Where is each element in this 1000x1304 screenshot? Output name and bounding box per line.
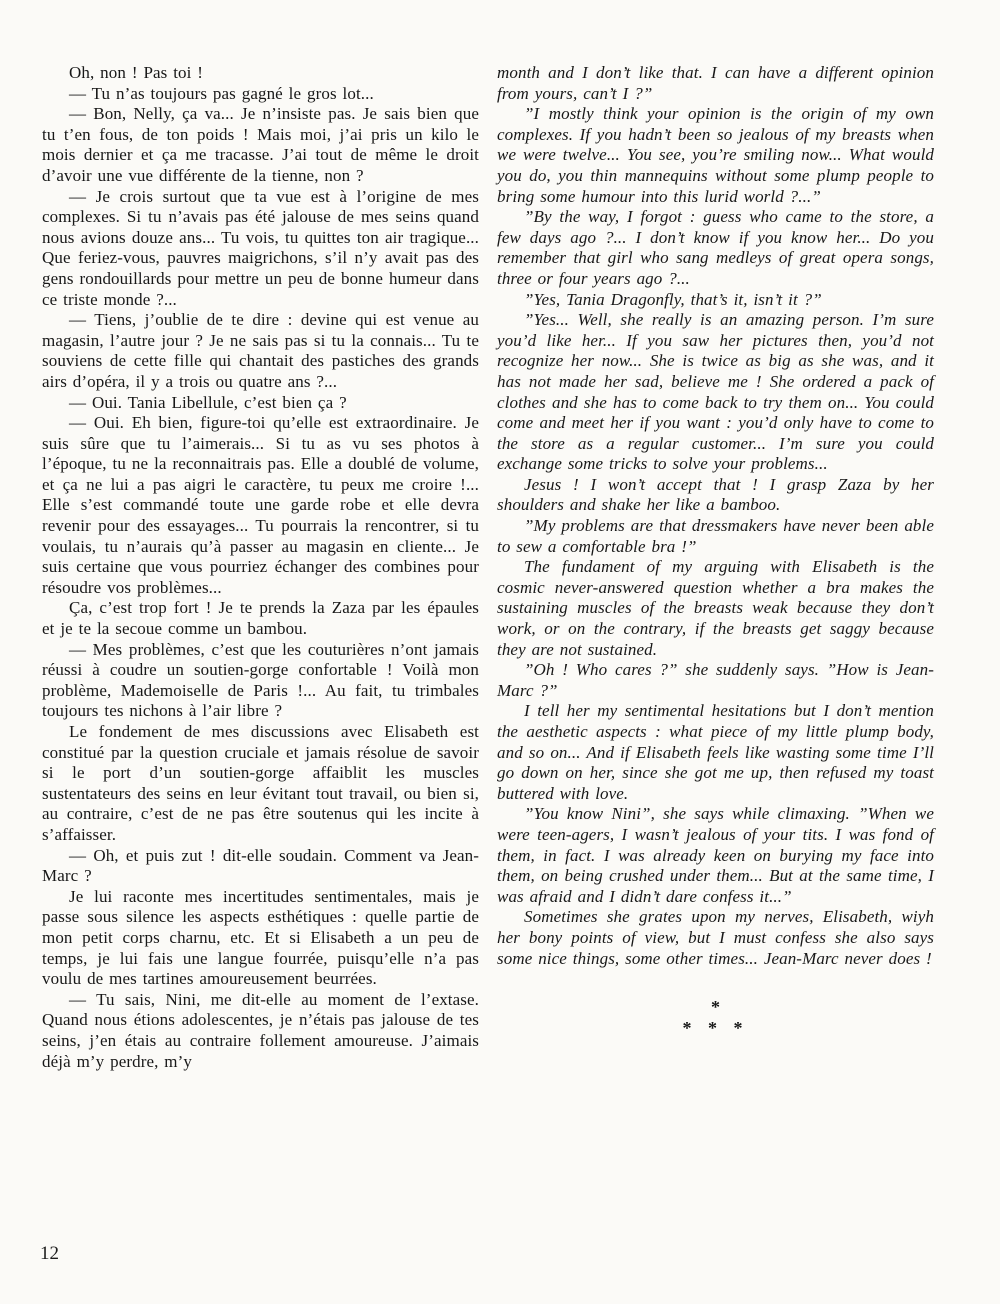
french-text-column bbox=[42, 63, 479, 1072]
english-paragraph-12: Sometimes she grates upon my nerves, Elisabeth, wiyh her bony points of view, but I must confess she also says some nice things, some other times... Jean-Marc never does ! bbox=[497, 907, 934, 968]
english-text-column bbox=[497, 63, 934, 1039]
english-paragraph-10: I tell her my sentimental hesitations but I don’t mention the aesthetic aspects : what piece of my little plump body, and so on... And if Elisabeth feels like wasting some time I’ll go down on her, since she got me up, then refused my toast buttered with love. bbox=[497, 701, 934, 803]
french-paragraph-2: — Tu n’as toujours pas gagné le gros lot... bbox=[69, 83, 374, 103]
english-paragraph-5: ”Yes... Well, she really is an amazing person. I’m sure you’d like her... If you saw her pictures then, you’d not recognize her now... She is twice as big as she was, and it has not made her sad, believe me ! She ordered a pack of clothes and she has to come back to try them on... You could come and meet her if you want : you’d only have to come to the store as a regular customer... I’m sure you could exchange some tricks to solve your problems... bbox=[497, 310, 934, 474]
french-paragraph-8: Ça, c’est trop fort ! Je te prends la Zaza par les épaules et je te la secoue comme un bambou. bbox=[42, 598, 479, 639]
french-paragraph-7: — Oui. Eh bien, figure-toi qu’elle est extraordinaire. Je suis sûre que tu l’aimerais... Si tu as vu ses photos à l’époque, tu ne la reconnaitrais pas. Elle a doublé de volume, et ça ne lui a pas aigri le caractère, tu peux me croire !... Elle s’est commandé toute une garde robe et elle devra revenir pour des essayages... Tu pourrais la rencontrer, si tu voulais, tu n’aurais qu’à passer au magasin en cliente... Je suis certaine que vous pourriez échanger des combines pour résoudre vos problèmes... bbox=[42, 413, 479, 597]
french-paragraph-13: — Tu sais, Nini, me dit-elle au moment de l’extase. Quand nous étions adolescentes, je n’étais pas jalouse de tes seins, j’en étais au contraire follement amoureuse. J’aimais déjà m’y perdre, m’y bbox=[42, 989, 479, 1071]
french-paragraph-3: — Bon, Nelly, ça va... Je n’insiste pas. Je sais bien que tu t’en fous, de ton poids ! Mais moi, j’ai pris un kilo le mois dernier et ça me tracasse. J’ai tout de même le droit d’avoir une vue différente de la tienne, non ? bbox=[42, 104, 479, 185]
french-paragraph-4: — Je crois surtout que ta vue est à l’origine de mes complexes. Si tu n’avais pas été jalouse de mes seins quand nous avions douze ans... Tu vois, tu quittes ton air tragique... Que feriez-vous, pauvres maigrichons, s’il n’y avait pas des gens rondouillards pour mettre un peu de bonne humeur dans ce triste monde ?... bbox=[42, 186, 479, 309]
english-paragraph-9: ”Oh ! Who cares ?” she suddenly says. ”How is Jean-Marc ?” bbox=[497, 660, 934, 700]
divider-stars: * * * bbox=[682, 1018, 749, 1039]
section-divider bbox=[497, 997, 934, 1039]
divider-star: * bbox=[710, 997, 721, 1018]
english-paragraph-11: ”You know Nini”, she says while climaxing. ”When we were teen-agers, I wasn’t jealous of your tits. I was fond of them, in fact. I was already keen on burying my face into them, on being crushed under them... But at the same time, I was afraid and I didn’t dare confess it...” bbox=[497, 804, 934, 906]
french-paragraph-10: Le fondement de mes discussions avec Elisabeth est constitué par la question cruciale et jamais résolue de savoir si le port d’un soutien-gorge affaiblit les muscles sustentateurs des seins en leur évitant tout travail, ou bien si, au contraire, c’est de ne pas être soutenus qui les incite à s’affaisser. bbox=[42, 722, 479, 844]
english-paragraph-6: Jesus ! I won’t accept that ! I grasp Zaza by her shoulders and shake her like a bamboo. bbox=[497, 474, 934, 515]
english-paragraph-1: month and I don’t like that. I can have a different opinion from yours, can’t I ?” bbox=[497, 63, 934, 103]
english-paragraph-2: ”I mostly think your opinion is the origin of my own complexes. If you hadn’t been so jealous of my breasts when we were twelve... You see, you’re smiling now... What would you do, you thin mannequins without some plump people to bring some humour into this lurid world ?...” bbox=[497, 104, 934, 206]
french-paragraph-9: — Mes problèmes, c’est que les couturières n’ont jamais réussi à coudre un soutien-gorge confortable ! Voilà mon problème, Mademoiselle de Paris !... Au fait, tu trimbales toujours tes nichons à l’air libre ? bbox=[42, 639, 479, 721]
french-paragraph-5: — Tiens, j’oublie de te dire : devine qui est venue au magasin, l’autre jour ? Je ne sais pas si tu la connais... Tu te souviens de cette fille qui chantait des pastiches des grands airs d’opéra, il y a trois ou quatre ans ?... bbox=[42, 310, 479, 391]
french-paragraph-11: — Oh, et puis zut ! dit-elle soudain. Comment va Jean-Marc ? bbox=[42, 845, 479, 886]
french-paragraph-12: Je lui raconte mes incertitudes sentimentales, mais je passe sous silence les aspects esthétiques : quelle partie de mon petit corps charnu, etc. Et si Elisabeth a un peu de temps, je lui fais une langue fourrée, puisqu’elle n’a pas voulu de mes tartines amoureusement beurrées. bbox=[42, 886, 479, 989]
page-number: 12 bbox=[40, 1243, 59, 1264]
english-paragraph-3: ”By the way, I forgot : guess who came to the store, a few days ago ?... I don’t know if you know her... Do you remember that girl who sang medleys of great opera songs, three or four years ago ?... bbox=[497, 207, 934, 288]
english-paragraph-8: The fundament of my arguing with Elisabeth is the cosmic never-answered question whether a bra makes the sustaining muscles of the breasts weak because they don’t work, or on the contrary, if the breasts get saggy because they are not sustained. bbox=[497, 557, 934, 659]
english-paragraph-7: ”My problems are that dressmakers have never been able to sew a comfortable bra !” bbox=[497, 516, 934, 556]
french-paragraph-1: Oh, non ! Pas toi ! bbox=[69, 63, 204, 82]
english-paragraph-4: ”Yes, Tania Dragonfly, that’s it, isn’t it ?” bbox=[524, 289, 822, 309]
french-paragraph-6: — Oui. Tania Libellule, c’est bien ça ? bbox=[69, 392, 347, 412]
